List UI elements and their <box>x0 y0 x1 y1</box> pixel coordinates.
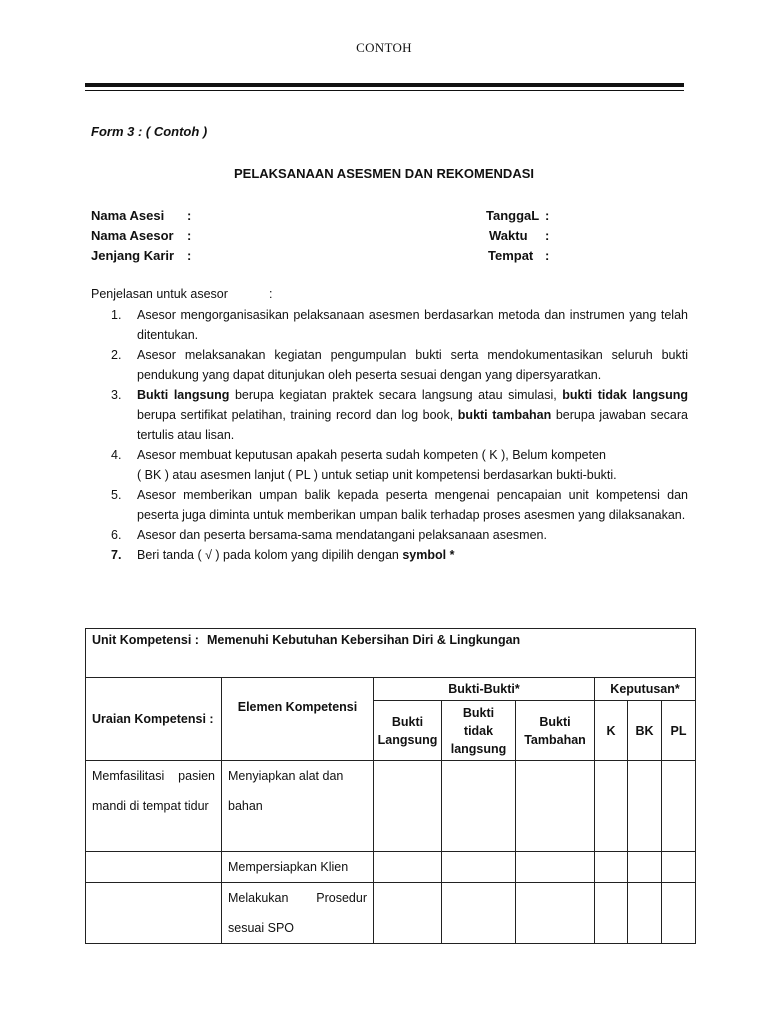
explanation-heading <box>91 287 273 301</box>
instruction-text: ( BK ) atau asesmen lanjut ( PL ) untuk setiap unit kompetensi berdasarkan bukti-bukti. <box>137 468 617 482</box>
instruction-text: berupa sertifikat pelatihan, training record dan log book, <box>137 408 458 422</box>
info-label: TanggaL <box>486 208 540 223</box>
checkbox-cell-k[interactable] <box>595 761 628 852</box>
instruction-number: 3. <box>111 388 122 402</box>
instruction-text: berupa kegiatan praktek secara langsung atau simulasi, <box>229 388 563 402</box>
info-colon: : <box>187 208 192 223</box>
header-bk: BK <box>628 701 662 761</box>
instruction-number: 6. <box>111 528 122 542</box>
instruction-bold-text: Bukti langsung <box>137 388 230 402</box>
info-waktu <box>486 226 566 246</box>
info-nama-asesor <box>91 226 221 246</box>
document-title: PELAKSANAAN ASESMEN DAN REKOMENDASI <box>234 166 534 181</box>
instruction-number: 2. <box>111 348 122 362</box>
instruction-text: Asesor mengorganisasikan pelaksanaan asesmen berdasarkan metoda dan instrumen yang telah ditentukan. <box>137 308 688 342</box>
checkbox-cell-pl[interactable] <box>662 761 696 852</box>
elemen-cell: Melakukan Prosedur sesuai SPO <box>222 883 374 944</box>
table-row <box>86 852 696 883</box>
info-left-block <box>91 206 221 266</box>
checkbox-cell-bk[interactable] <box>628 852 662 883</box>
info-right-block <box>486 206 566 266</box>
info-jenjang-karir <box>91 246 221 266</box>
form-label: Form 3 : ( Contoh ) <box>91 124 208 139</box>
checkbox-cell-bukti-tambahan[interactable] <box>516 761 595 852</box>
header-text: Tambahan <box>524 732 586 747</box>
checkbox-cell-pl[interactable] <box>662 852 696 883</box>
info-colon: : <box>545 208 550 223</box>
info-label: Waktu <box>489 228 528 243</box>
instruction-item <box>91 545 688 565</box>
info-label: Jenjang Karir <box>91 248 175 263</box>
instruction-item <box>91 445 688 485</box>
elemen-cell: Mempersiapkan Klien <box>222 852 374 883</box>
elemen-cell: Menyiapkan alat dan bahan <box>222 761 374 852</box>
instruction-item <box>91 525 688 545</box>
info-label: Tempat <box>488 248 534 263</box>
instruction-item <box>91 485 688 525</box>
uraian-cell <box>86 883 222 944</box>
assessment-table <box>85 628 696 944</box>
instruction-number: 4. <box>111 448 122 462</box>
header-bukti-group: Bukti-Bukti* <box>374 678 595 701</box>
info-colon: : <box>545 248 550 263</box>
instruction-item <box>91 345 688 385</box>
checkbox-cell-bukti-langsung[interactable] <box>374 852 442 883</box>
checkbox-cell-pl[interactable] <box>662 883 696 944</box>
checkbox-cell-bukti-langsung[interactable] <box>374 761 442 852</box>
info-tempat <box>486 246 566 266</box>
header-rule-thin <box>85 90 684 91</box>
checkbox-cell-bukti-tambahan[interactable] <box>516 852 595 883</box>
info-label: Nama Asesor <box>91 228 174 243</box>
header-text: tidak <box>463 723 494 738</box>
header-bukti-tidak-langsung <box>442 701 516 761</box>
header-pl: PL <box>662 701 696 761</box>
header-text: Langsung <box>377 732 438 747</box>
header-bukti-langsung <box>374 701 442 761</box>
info-colon: : <box>187 228 192 243</box>
checkbox-cell-bk[interactable] <box>628 883 662 944</box>
checkbox-cell-bukti-tidak-langsung[interactable] <box>442 852 516 883</box>
unit-kompetensi-label: Unit Kompetensi : <box>92 633 199 647</box>
header-bukti-tambahan <box>516 701 595 761</box>
info-colon: : <box>187 248 192 263</box>
instruction-text: Asesor membuat keputusan apakah peserta sudah kompeten ( K ), Belum kompeten <box>137 448 607 462</box>
instruction-number: 5. <box>111 488 122 502</box>
uraian-cell: Memfasilitasi pasien mandi di tempat tidur <box>86 761 222 852</box>
instruction-text: Asesor memberikan umpan balik kepada peserta mengenai pencapaian unit kompetensi dan peserta juga diminta untuk memberikan umpan balik terhadap proses asesmen yang dilaksanakan. <box>137 488 688 522</box>
header-rule-thick <box>85 83 684 87</box>
instruction-bold-text: bukti tambahan <box>457 408 552 422</box>
header-text: langsung <box>450 741 507 756</box>
instruction-text: berupa jawaban secara tertulis atau lisan. <box>137 408 689 442</box>
instruction-list <box>91 305 688 565</box>
info-colon: : <box>545 228 550 243</box>
checkbox-cell-bukti-tidak-langsung[interactable] <box>442 761 516 852</box>
instruction-text: Asesor melaksanakan kegiatan pengumpulan bukti serta mendokumentasikan seluruh bukti pendukung yang dapat ditunjukan oleh peserta sesuai dengan yang dipersyaratkan. <box>137 348 688 382</box>
info-label: Nama Asesi <box>91 208 165 223</box>
checkbox-cell-k[interactable] <box>595 852 628 883</box>
instruction-bold-text: symbol * <box>402 548 455 562</box>
instruction-item <box>91 305 688 345</box>
explanation-heading-colon: : <box>269 287 273 301</box>
unit-kompetensi-value: Memenuhi Kebutuhan Kebersihan Diri & Lingkungan <box>206 633 521 647</box>
header-elemen-kompetensi: Elemen Kompetensi <box>222 678 374 761</box>
table-row <box>86 883 696 944</box>
checkbox-cell-bukti-langsung[interactable] <box>374 883 442 944</box>
instruction-text: Asesor dan peserta bersama-sama mendatangani pelaksanaan asesmen. <box>137 528 547 542</box>
header-text: Bukti <box>462 705 495 720</box>
header-text: Bukti <box>391 714 424 729</box>
checkbox-cell-bukti-tambahan[interactable] <box>516 883 595 944</box>
unit-kompetensi-cell <box>86 629 696 678</box>
checkbox-cell-bukti-tidak-langsung[interactable] <box>442 883 516 944</box>
uraian-cell <box>86 852 222 883</box>
checkbox-cell-k[interactable] <box>595 883 628 944</box>
instruction-text: Beri tanda ( √ ) pada kolom yang dipilih dengan <box>137 548 403 562</box>
header-label: CONTOH <box>356 40 412 55</box>
header-uraian-kompetensi: Uraian Kompetensi : <box>86 678 222 761</box>
header-k: K <box>595 701 628 761</box>
header-text: Bukti <box>539 714 571 729</box>
instruction-bold-text: bukti tidak langsung <box>562 388 688 402</box>
info-tanggal <box>486 206 566 226</box>
info-nama-asesi <box>91 206 221 226</box>
instruction-item <box>91 385 688 445</box>
checkbox-cell-bk[interactable] <box>628 761 662 852</box>
table-row <box>86 761 696 852</box>
instruction-number: 7. <box>111 548 122 562</box>
instruction-number: 1. <box>111 308 122 322</box>
header-keputusan-group: Keputusan* <box>595 678 696 701</box>
explanation-heading-text: Penjelasan untuk asesor <box>91 287 228 301</box>
